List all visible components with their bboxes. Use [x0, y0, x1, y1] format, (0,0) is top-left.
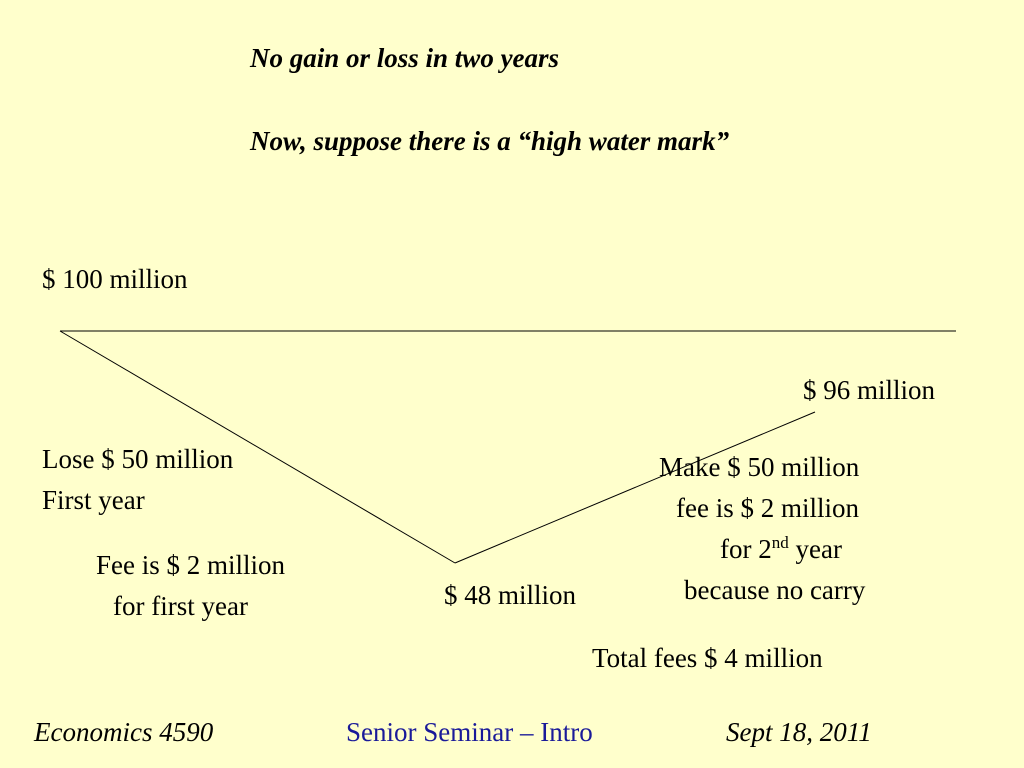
make-line-2: fee is $ 2 million — [676, 493, 859, 523]
make-line-4: because no carry — [684, 575, 866, 605]
make-line-3 — [720, 529, 842, 569]
lose-label: Lose $ 50 million — [42, 444, 234, 474]
low-value-label: $ 48 million — [444, 580, 577, 610]
footer-title: Senior Seminar – Intro — [346, 717, 593, 747]
total-fees-label: Total fees $ 4 million — [592, 643, 823, 673]
make-line-3-pre: for 2 — [720, 534, 772, 564]
start-value-label: $ 100 million — [42, 264, 188, 294]
make-line-3-post: year — [788, 534, 842, 564]
heading-line-2: Now, suppose there is a “high water mark” — [250, 126, 730, 156]
fee1-line-1: Fee is $ 2 million — [96, 550, 285, 580]
make-line-1: Make $ 50 million — [659, 452, 860, 482]
footer-date: Sept 18, 2011 — [726, 717, 872, 747]
first-year-label: First year — [42, 485, 145, 515]
fee1-line-2: for first year — [113, 591, 248, 621]
make-line-3-sup: nd — [771, 533, 789, 552]
footer-course: Economics 4590 — [34, 717, 214, 747]
heading-line-1: No gain or loss in two years — [250, 43, 560, 73]
end-value-label: $ 96 million — [803, 375, 936, 405]
